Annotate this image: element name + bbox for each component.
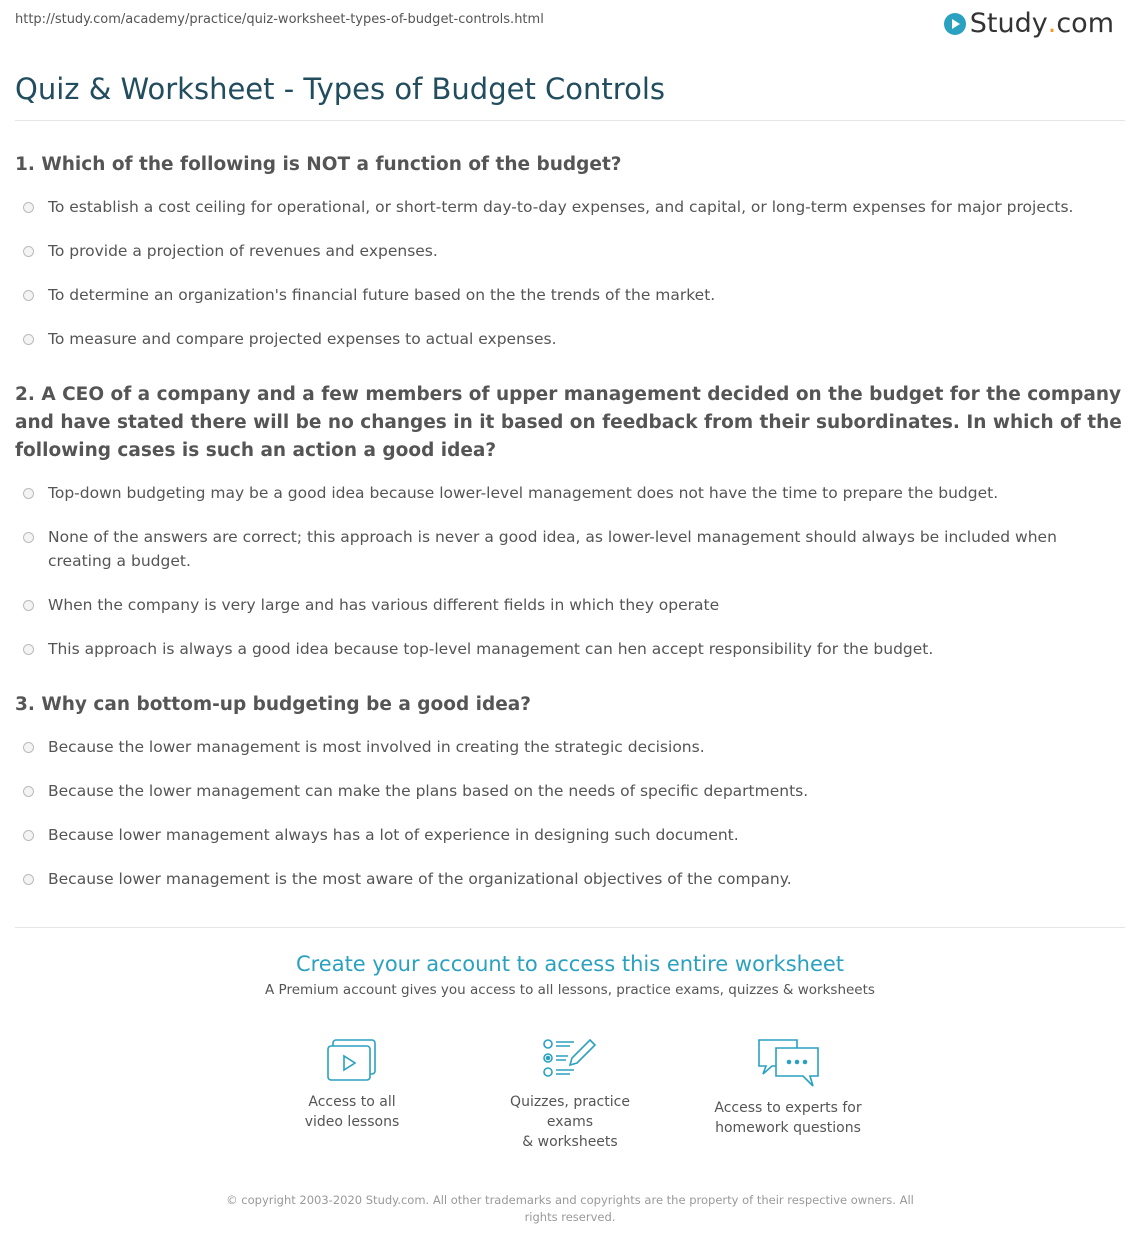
radio-button[interactable]	[23, 830, 34, 841]
answer-option[interactable]	[15, 593, 1125, 617]
answer-text: When the company is very large and has various different fields in which they operate	[48, 596, 720, 614]
answer-option[interactable]	[15, 327, 1125, 351]
answer-text: Because the lower management can make the plans based on the needs of specific departments.	[48, 782, 809, 800]
question-text: 3. Why can bottom-up budgeting be a good idea?	[15, 694, 531, 715]
feature-experts: Access to experts for homework questions	[709, 1038, 867, 1152]
answer-text: Because lower management always has a lot of experience in designing such document.	[48, 826, 739, 844]
radio-button[interactable]	[23, 246, 34, 257]
page-url: http://study.com/academy/practice/quiz-worksheet-types-of-budget-controls.html	[15, 12, 544, 27]
answer-option[interactable]	[15, 239, 1125, 263]
answer-text: To determine an organization's financial future based on the the trends of the market.	[48, 286, 716, 304]
page-title: Quiz & Worksheet - Types of Budget Controls	[15, 0, 1125, 121]
radio-button[interactable]	[23, 742, 34, 753]
copyright: © copyright 2003-2020 Study.com. All other trademarks and copyrights are the property of their respective owners. All rights reserved.	[226, 1193, 914, 1224]
radio-button[interactable]	[23, 874, 34, 885]
play-logo-icon	[944, 13, 966, 35]
answer-text: To establish a cost ceiling for operational, or short-term day-to-day expenses, and capital, or long-term expenses for major projects.	[48, 198, 1074, 216]
chat-bubbles-icon	[756, 1038, 820, 1088]
cta-subtitle: A Premium account gives you access to all lessons, practice exams, quizzes & worksheets	[265, 982, 875, 998]
question-text: 1. Which of the following is NOT a function of the budget?	[15, 154, 622, 175]
question-1	[15, 151, 1125, 351]
radio-button[interactable]	[23, 290, 34, 301]
answer-text: None of the answers are correct; this approach is never a good idea, as lower-level management should always be included when creating a budget.	[48, 528, 1057, 570]
answer-option[interactable]	[15, 283, 1125, 307]
radio-button[interactable]	[23, 202, 34, 213]
answer-text: This approach is always a good idea because top-level management can hen accept responsibility for the budget.	[48, 640, 934, 658]
radio-button[interactable]	[23, 600, 34, 611]
answer-text: Because lower management is the most aware of the organizational objectives of the company.	[48, 870, 792, 888]
question-3	[15, 691, 1125, 891]
answer-option[interactable]	[15, 779, 1125, 803]
question-text: 2. A CEO of a company and a few members of upper management decided on the budget for the company and have stated there will be no changes in it based on feedback from their subordinates. In which of the following cases is such an action a good idea?	[15, 384, 1122, 461]
study-logo[interactable]: Study . com	[944, 8, 1114, 39]
answer-option[interactable]	[15, 525, 1125, 573]
signup-cta	[15, 927, 1125, 1226]
answer-text: Top-down budgeting may be a good idea because lower-level management does not have the time to prepare the budget.	[48, 484, 999, 502]
radio-button[interactable]	[23, 532, 34, 543]
radio-button[interactable]	[23, 644, 34, 655]
answer-option[interactable]	[15, 735, 1125, 759]
radio-button[interactable]	[23, 786, 34, 797]
answer-text: To provide a projection of revenues and expenses.	[48, 242, 438, 260]
feature-quizzes: Quizzes, practice exams & worksheets	[491, 1038, 649, 1152]
answer-option[interactable]	[15, 637, 1125, 661]
feature-video-lessons: Access to all video lessons	[273, 1038, 431, 1152]
radio-button[interactable]	[23, 334, 34, 345]
video-icon	[327, 1038, 377, 1082]
answer-option[interactable]	[15, 481, 1125, 505]
cta-title[interactable]: Create your account to access this entire worksheet	[295, 952, 845, 976]
answer-option[interactable]	[15, 823, 1125, 847]
answer-text: To measure and compare projected expenses to actual expenses.	[48, 330, 557, 348]
quiz-list-icon	[542, 1038, 598, 1082]
answer-option[interactable]	[15, 867, 1125, 891]
radio-button[interactable]	[23, 488, 34, 499]
answer-text: Because the lower management is most involved in creating the strategic decisions.	[48, 738, 705, 756]
answer-option[interactable]	[15, 195, 1125, 219]
question-2	[15, 381, 1125, 661]
